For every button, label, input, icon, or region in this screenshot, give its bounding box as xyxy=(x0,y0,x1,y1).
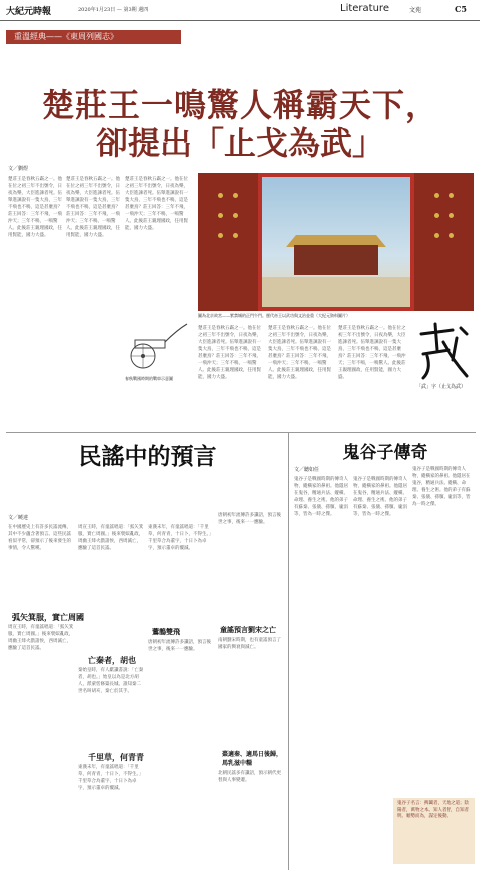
article-2-body-i: 南朝劉宋時期，也有童謠預言了國家的興衰與滅亡。 xyxy=(218,638,281,650)
headline-line-1: 楚莊王一鳴驚人稱霸天下， xyxy=(41,86,438,124)
article-2-body-b: 周宣王時，有童謠唱道：「弧矢箕服，實亡周國。」後來褒姒亂政，周幽王烽火戲諸侯，西周滅亡，應驗了這首民謠。 xyxy=(8,625,74,651)
article-3-author: 文／聽如任 xyxy=(294,467,320,473)
article-2-body-d: 秦始皇時，有人獻讖書說：「亡秦者，胡也。」始皇以為是北方胡人，派蒙恬修築長城。誰知秦二世名叫胡亥，秦亡於其手。 xyxy=(78,668,144,694)
article-2-title: 民謠中的預言 xyxy=(78,443,217,470)
article-2-subhead-6: 棗適秦、適馬日後歸，馬乳滋中糧 xyxy=(222,751,283,767)
section-divider xyxy=(6,432,476,433)
calligraphy-wu-character xyxy=(413,320,473,382)
section-title: Literature xyxy=(340,3,389,14)
article-1-author: 文／劉煜 xyxy=(8,166,29,172)
article-3-body-col-2: 鬼谷子是戰國時期的傳奇人物，縱橫家的鼻祖。他隱居在鬼谷，精通兵法、縱橫、命理、養生之術。他的弟子有蘇秦、張儀、孫臏、龐涓等，皆為一時之傑。 xyxy=(353,477,407,517)
quote-box xyxy=(393,798,475,864)
article-3-body-col-1: 鬼谷子是戰國時期的傳奇人物，縱橫家的鼻祖。他隱居在鬼谷，精通兵法、縱橫、命理、養生之術。他的弟子有蘇秦、張儀、孫臏、龐涓等，皆為一時之傑。 xyxy=(294,477,348,517)
article-2-body-h: 唐朝初年流傳許多讖語，預言後世之事，後來一一應驗。 xyxy=(218,513,281,525)
section-subtitle: 文苑 xyxy=(409,7,422,14)
article-2-body-g: 唐朝初年流傳許多讖語，預言後世之事，後來一一應驗。 xyxy=(148,640,211,652)
article-2-subhead-4: 鷰鵲雙飛 xyxy=(152,627,180,636)
article-3-body-col-3: 鬼谷子是戰國時期的傳奇人物，縱橫家的鼻祖。他隱居在鬼谷，精通兵法、縱橫、命理、養生之術。他的弟子有蘇秦、張儀、孫臏、龐涓等，皆為一時之傑。 xyxy=(412,467,471,507)
article-1-body-col-2: 楚莊王是春秋五霸之一。他在位之初三年不出號令，日夜為樂，大臣進諫者死。伍舉進諫說有一隻大鳥，三年不飛也不鳴，這是甚麼鳥？莊王回答：三年不飛，一飛沖天；三年不鳴，一鳴驚人。此後莊王親理國政，任用賢能，國力大盛。 xyxy=(66,177,120,238)
photo-caption: 圖為北京故宮——紫禁城的正門午門。歷代帝王以武功與文治並重（大紀元資料圖片） xyxy=(198,313,350,318)
quote-text: 鬼谷子名言：捭闔者，天地之道；陰陽者，萬物之本。知人者智，自知者明。順勢而為，謀定後動。 xyxy=(397,801,469,819)
article-2-body-e: 東漢末年，有童謠唱道：「千里草，何青青，十日卜，不得生。」千里草合為董字，十日卜為卓字，預示董卓的覆滅。 xyxy=(78,765,144,791)
newspaper-logo: 大紀元時報 xyxy=(6,7,52,17)
headline-line-2: 卻提出「止戈為武」 xyxy=(95,124,384,162)
article-1-body-col-4: 楚莊王是春秋五霸之一。他在位之初三年不出號令，日夜為樂，大臣進諫者死。伍舉進諫說有一隻大鳥，三年不飛也不鳴，這是甚麼鳥？莊王回答：三年不飛，一飛沖天；三年不鳴，一鳴驚人。此後莊王親理國政，任用賢能，國力大盛。 xyxy=(198,326,261,380)
article-2-subhead-1: 弧矢箕服，實亡周國 xyxy=(12,612,84,622)
issue-date: 2020年1月23日 — 第3期 週四 xyxy=(78,7,149,13)
article-2-body-a: 在中國歷史上有許多民謠流傳，其中不少蘊含著預言。這些民謠看似平常，卻預示了後來發生的事情，令人驚嘆。 xyxy=(8,525,71,551)
article-3-title: 鬼谷子傳奇 xyxy=(342,443,428,463)
page-number: C5 xyxy=(455,4,467,14)
article-2-body-j: 北朝民謠多有讖語，預示朝代更替與人事變遷。 xyxy=(218,771,281,783)
article-1-body-col-1: 楚莊王是春秋五霸之一。他在位之初三年不出號令，日夜為樂，大臣進諫者死。伍舉進諫說有一隻大鳥，三年不飛也不鳴，這是甚麼鳥？莊王回答：三年不飛，一飛沖天；三年不鳴，一鳴驚人。此後莊王親理國政，任用賢能，國力大盛。 xyxy=(8,177,62,238)
article-1-body-col-6: 楚莊王是春秋五霸之一。他在位之初三年不出號令，日夜為樂，大臣進諫者死。伍舉進諫說有一隻大鳥，三年不飛也不鳴，這是甚麼鳥？莊王回答：三年不飛，一飛沖天；三年不鳴，一鳴驚人。此後莊王親理國政，任用賢能，國力大盛。 xyxy=(338,326,406,380)
article-1-body-col-5: 楚莊王是春秋五霸之一。他在位之初三年不出號令，日夜為樂，大臣進諫者死。伍舉進諫說有一隻大鳥，三年不飛也不鳴，這是甚麼鳥？莊王回答：三年不飛，一飛沖天；三年不鳴，一鳴驚人。此後莊王親理國政，任用賢能，國力大盛。 xyxy=(268,326,331,380)
series-banner: 重溫經典——《東周列國志》 xyxy=(6,30,181,44)
article-1-body-col-3: 楚莊王是春秋五霸之一。他在位之初三年不出號令，日夜為樂，大臣進諫者死。伍舉進諫說有一隻大鳥，三年不飛也不鳴，這是甚麼鳥？莊王回答：三年不飛，一飛沖天；三年不鳴，一鳴驚人。此後莊王親理國政，任用賢能，國力大盛。 xyxy=(125,177,188,231)
article-2-subhead-3: 千里草，何青青 xyxy=(88,752,144,762)
forbidden-city-photo xyxy=(198,173,474,311)
article-2-body-f: 東漢末年，有童謠唱道：「千里草，何青青，十日卜，不得生。」千里草合為董字，十日卜為卓字，預示董卓的覆滅。 xyxy=(148,525,214,551)
calligraphy-caption: 「武」字（止戈為武） xyxy=(416,384,467,390)
chariot-caption: 春秋戰國時期的戰車示意圖 xyxy=(125,376,173,381)
article-2-author: 文／曉達 xyxy=(8,515,29,521)
article-2-subhead-5: 童謠預言劉宋之亡 xyxy=(220,625,276,634)
newspaper-header xyxy=(0,0,480,21)
article-2-body-c: 周宣王時，有童謠唱道：「弧矢箕服，實亡周國。」後來褒姒亂政，周幽王烽火戲諸侯，西周滅亡，應驗了這首民謠。 xyxy=(78,525,144,551)
chariot-illustration xyxy=(125,318,190,373)
column-divider xyxy=(288,432,289,870)
article-2-subhead-2: 亡秦者，胡也 xyxy=(88,655,136,665)
